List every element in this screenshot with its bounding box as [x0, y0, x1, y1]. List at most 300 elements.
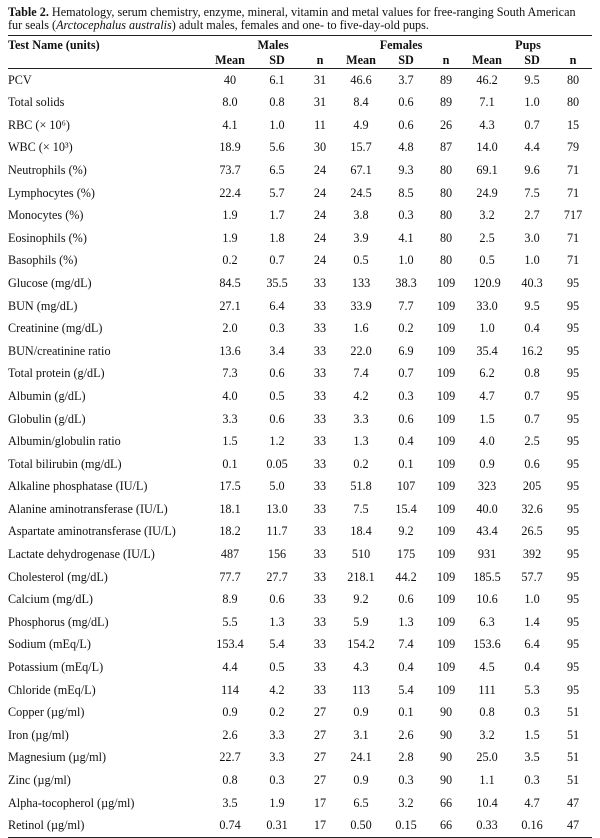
pups-mean-cell: 10.6 — [476, 592, 498, 607]
table-row — [8, 363, 592, 386]
pups-mean-cell: 1.5 — [479, 411, 495, 426]
test-name-cell: RBC (× 10⁶) — [8, 117, 70, 132]
pups-n-cell: 51 — [566, 773, 580, 788]
pups-sd-cell: 6.4 — [524, 637, 540, 652]
females-n-cell: 109 — [436, 682, 456, 697]
females-n-cell: 109 — [436, 388, 456, 403]
caption-text-before: Hematology, serum chemistry, enzyme, mineral, vitamin and metal values for free-ranging South American fur seals ( — [8, 5, 576, 33]
females-sd-cell: 15.4 — [395, 501, 417, 516]
table-row — [8, 408, 592, 431]
males-sd-cell: 1.7 — [269, 208, 285, 223]
females-n-cell: 109 — [436, 479, 456, 494]
table-row — [8, 250, 592, 273]
males-mean-cell: 17.5 — [219, 479, 241, 494]
females-mean-cell: 0.2 — [353, 456, 369, 471]
pups-sd-cell: 0.4 — [524, 321, 540, 336]
table-row — [8, 769, 592, 792]
pups-mean-cell: 1.1 — [479, 773, 495, 788]
pups-n-cell: 95 — [566, 637, 580, 652]
test-name-cell: Aspartate aminotransferase (IU/L) — [8, 524, 176, 539]
pups-mean-cell: 111 — [478, 682, 496, 697]
males-n-cell: 33 — [313, 524, 327, 539]
females-mean-cell: 4.2 — [353, 388, 369, 403]
pups-n-cell: 71 — [566, 253, 580, 268]
table-row — [8, 792, 592, 815]
pups-mean-cell: 14.0 — [476, 140, 498, 155]
pups-sd-cell: 0.7 — [524, 388, 540, 403]
males-mean-cell: 2.6 — [222, 727, 238, 742]
males-n-cell: 33 — [313, 682, 327, 697]
test-name-cell: Lactate dehydrogenase (IU/L) — [8, 547, 155, 562]
males-sd-cell: 0.7 — [269, 253, 285, 268]
pups-n-cell: 717 — [563, 208, 583, 223]
females-n-cell: 109 — [436, 321, 456, 336]
pups-sd-cell: 2.5 — [524, 434, 540, 449]
pups-sd-cell: 16.2 — [521, 343, 543, 358]
pups-n-cell: 95 — [566, 456, 580, 471]
table-row — [8, 317, 592, 340]
males-sd-cell: 13.0 — [266, 501, 288, 516]
females-sd-cell: 0.3 — [398, 388, 414, 403]
table-row — [8, 634, 592, 657]
males-header: Males — [208, 35, 338, 53]
males-sd-cell: 0.05 — [266, 456, 288, 471]
males-sd-cell: 0.6 — [269, 592, 285, 607]
males-n-header: n — [302, 53, 338, 69]
pups-mean-cell: 0.5 — [479, 253, 495, 268]
males-mean-cell: 84.5 — [219, 275, 241, 290]
pups-mean-cell: 33.0 — [476, 298, 498, 313]
pups-header: Pups — [464, 35, 592, 53]
males-mean-cell: 4.0 — [222, 388, 238, 403]
pups-sd-cell: 1.0 — [524, 592, 540, 607]
table-row — [8, 114, 592, 137]
pups-sd-cell: 3.5 — [524, 750, 540, 765]
females-n-cell: 66 — [428, 814, 464, 837]
table-row — [8, 137, 592, 160]
males-n-cell: 27 — [313, 750, 327, 765]
females-sd-cell: 0.2 — [398, 321, 414, 336]
females-sd-cell: 38.3 — [395, 275, 417, 290]
pups-sd-cell: 0.16 — [510, 814, 554, 837]
males-sd-cell: 0.8 — [269, 95, 285, 110]
males-mean-cell: 40 — [223, 72, 237, 87]
females-mean-cell: 4.3 — [353, 660, 369, 675]
females-sd-cell: 2.8 — [398, 750, 414, 765]
males-mean-cell: 487 — [220, 547, 240, 562]
pups-sd-cell: 9.6 — [524, 162, 540, 177]
pups-n-cell: 95 — [566, 366, 580, 381]
pups-mean-cell: 46.2 — [476, 72, 498, 87]
females-mean-cell: 51.8 — [350, 479, 372, 494]
males-n-cell: 24 — [313, 230, 327, 245]
males-sd-cell: 5.4 — [269, 637, 285, 652]
females-sd-cell: 6.9 — [398, 343, 414, 358]
males-mean-cell: 2.0 — [222, 321, 238, 336]
pups-mean-cell: 69.1 — [476, 162, 498, 177]
males-mean-cell: 8.0 — [222, 95, 238, 110]
females-mean-cell: 3.1 — [353, 727, 369, 742]
table-row — [8, 747, 592, 770]
females-mean-cell: 24.5 — [350, 185, 372, 200]
females-sd-cell: 5.4 — [398, 682, 414, 697]
females-mean-cell: 9.2 — [353, 592, 369, 607]
females-sd-cell: 0.7 — [398, 366, 414, 381]
table-row — [8, 295, 592, 318]
pups-n-cell: 80 — [566, 72, 580, 87]
pups-n-cell: 95 — [566, 524, 580, 539]
test-name-cell: Iron (µg/ml) — [8, 727, 69, 742]
females-mean-cell: 133 — [351, 275, 371, 290]
table-row — [8, 656, 592, 679]
pups-n-cell: 95 — [566, 298, 580, 313]
pups-sd-cell: 0.3 — [524, 773, 540, 788]
test-name-cell: Potassium (mEq/L) — [8, 660, 104, 675]
pups-sd-cell: 26.5 — [521, 524, 543, 539]
males-mean-cell: 0.74 — [208, 814, 252, 837]
pups-n-cell: 95 — [566, 411, 580, 426]
females-mean-cell: 3.9 — [353, 230, 369, 245]
males-n-cell: 24 — [313, 162, 327, 177]
males-sd-cell: 6.4 — [269, 298, 285, 313]
group-header-row — [8, 35, 592, 53]
males-n-cell: 33 — [313, 660, 327, 675]
males-n-cell: 33 — [313, 547, 327, 562]
males-n-cell: 33 — [313, 275, 327, 290]
test-name-cell: Albumin (g/dL) — [8, 388, 86, 403]
females-sd-cell: 3.7 — [398, 72, 414, 87]
females-sd-cell: 175 — [396, 547, 416, 562]
males-mean-cell: 3.3 — [222, 411, 238, 426]
females-mean-cell: 510 — [351, 547, 371, 562]
table-row — [8, 701, 592, 724]
females-sd-cell: 0.15 — [384, 814, 428, 837]
pups-sd-cell: 1.0 — [524, 253, 540, 268]
pups-sd-cell: 4.7 — [524, 795, 540, 810]
males-sd-cell: 6.5 — [269, 162, 285, 177]
test-name-cell: Zinc (µg/ml) — [8, 773, 71, 788]
females-n-cell: 89 — [439, 72, 453, 87]
table-row — [8, 385, 592, 408]
females-n-cell: 109 — [436, 524, 456, 539]
test-name-cell: Sodium (mEq/L) — [8, 637, 91, 652]
pups-sd-cell: 1.5 — [524, 727, 540, 742]
test-name-cell: WBC (× 10³) — [8, 140, 73, 155]
females-mean-cell: 218.1 — [347, 569, 375, 584]
pups-n-cell: 71 — [566, 230, 580, 245]
pups-n-cell: 95 — [566, 569, 580, 584]
females-mean-cell: 7.5 — [353, 501, 369, 516]
table-body — [8, 68, 592, 837]
pups-sd-cell: 40.3 — [521, 275, 543, 290]
test-name-cell: Copper (µg/ml) — [8, 705, 85, 720]
females-mean-cell: 0.9 — [353, 773, 369, 788]
females-n-cell: 80 — [439, 230, 453, 245]
data-table — [8, 35, 592, 838]
pups-mean-cell: 24.9 — [476, 185, 498, 200]
females-sd-cell: 0.6 — [398, 592, 414, 607]
pups-sd-cell: 1.0 — [524, 95, 540, 110]
males-n-cell: 33 — [313, 479, 327, 494]
males-n-cell: 33 — [313, 366, 327, 381]
males-sd-cell: 0.5 — [269, 660, 285, 675]
females-sd-cell: 0.6 — [398, 411, 414, 426]
males-mean-cell: 4.4 — [222, 660, 238, 675]
females-n-cell: 109 — [436, 411, 456, 426]
males-n-cell: 27 — [313, 773, 327, 788]
males-n-cell: 17 — [313, 795, 327, 810]
males-n-cell: 33 — [313, 343, 327, 358]
pups-mean-cell: 10.4 — [476, 795, 498, 810]
table-row — [8, 611, 592, 634]
females-sd-cell: 4.8 — [398, 140, 414, 155]
pups-sd-cell: 5.3 — [524, 682, 540, 697]
pups-n-cell: 95 — [566, 682, 580, 697]
males-mean-cell: 4.1 — [222, 117, 238, 132]
females-sd-cell: 1.0 — [398, 253, 414, 268]
test-name-cell: Cholesterol (mg/dL) — [8, 569, 108, 584]
males-sd-cell: 27.7 — [266, 569, 288, 584]
males-mean-cell: 0.8 — [222, 773, 238, 788]
females-n-cell: 109 — [436, 614, 456, 629]
pups-n-cell: 47 — [554, 814, 592, 837]
females-sd-cell: 0.4 — [398, 434, 414, 449]
males-mean-cell: 0.1 — [222, 456, 238, 471]
males-n-cell: 33 — [313, 298, 327, 313]
males-n-cell: 27 — [313, 705, 327, 720]
males-mean-cell: 18.1 — [219, 501, 241, 516]
test-name-cell: PCV — [8, 72, 32, 87]
test-name-cell: Total bilirubin (mg/dL) — [8, 456, 122, 471]
pups-mean-cell: 7.1 — [479, 95, 495, 110]
pups-n-cell: 51 — [566, 750, 580, 765]
males-sd-cell: 5.7 — [269, 185, 285, 200]
pups-sd-cell: 2.7 — [524, 208, 540, 223]
males-n-cell: 31 — [313, 72, 327, 87]
pups-mean-cell: 1.0 — [479, 321, 495, 336]
females-sd-cell: 4.1 — [398, 230, 414, 245]
test-name-cell: Total protein (g/dL) — [8, 366, 105, 381]
females-n-cell: 109 — [436, 298, 456, 313]
females-mean-cell: 1.3 — [353, 434, 369, 449]
test-name-cell: BUN/creatinine ratio — [8, 343, 111, 358]
males-sd-cell: 35.5 — [266, 275, 288, 290]
pups-sd-cell: 32.6 — [521, 501, 543, 516]
test-name-cell: Monocytes (%) — [8, 208, 84, 223]
males-sd-cell: 0.3 — [269, 773, 285, 788]
males-n-cell: 31 — [313, 95, 327, 110]
table-row — [8, 272, 592, 295]
table-row — [8, 91, 592, 114]
males-sd-cell: 0.3 — [269, 321, 285, 336]
pups-mean-cell: 0.33 — [464, 814, 510, 837]
males-n-cell: 24 — [313, 208, 327, 223]
males-mean-header: Mean — [208, 53, 252, 69]
pups-mean-cell: 3.2 — [479, 727, 495, 742]
pups-n-cell: 95 — [566, 343, 580, 358]
pups-sd-cell: 4.4 — [524, 140, 540, 155]
pups-mean-cell: 35.4 — [476, 343, 498, 358]
males-sd-cell: 4.2 — [269, 682, 285, 697]
females-sd-cell: 0.6 — [398, 117, 414, 132]
males-n-cell: 33 — [313, 321, 327, 336]
males-mean-cell: 27.1 — [219, 298, 241, 313]
table-row — [8, 182, 592, 205]
females-sd-cell: 0.6 — [398, 95, 414, 110]
females-n-cell: 90 — [439, 773, 453, 788]
females-n-cell: 109 — [436, 434, 456, 449]
pups-n-cell: 47 — [566, 795, 580, 810]
males-sd-cell: 0.5 — [269, 388, 285, 403]
males-mean-cell: 1.9 — [222, 230, 238, 245]
table-row — [8, 68, 592, 91]
pups-mean-cell: 4.0 — [479, 434, 495, 449]
table-row — [8, 724, 592, 747]
pups-sd-cell: 0.7 — [524, 411, 540, 426]
test-name-header: Test Name (units) — [8, 35, 208, 53]
pups-n-cell: 95 — [566, 434, 580, 449]
test-name-cell: Chloride (mEq/L) — [8, 682, 96, 697]
pups-mean-cell: 4.3 — [479, 117, 495, 132]
females-mean-cell: 0.50 — [338, 814, 384, 837]
females-sd-header: SD — [384, 53, 428, 69]
females-n-cell: 80 — [439, 253, 453, 268]
males-mean-cell: 1.9 — [222, 208, 238, 223]
females-sd-cell: 3.2 — [398, 795, 414, 810]
females-mean-cell: 0.5 — [353, 253, 369, 268]
males-sd-header: SD — [252, 53, 302, 69]
pups-mean-cell: 4.7 — [479, 388, 495, 403]
females-sd-cell: 0.1 — [398, 456, 414, 471]
test-name-cell: Retinol (µg/ml) — [8, 814, 208, 837]
females-n-cell: 109 — [436, 660, 456, 675]
pups-mean-cell: 0.9 — [479, 456, 495, 471]
females-mean-cell: 3.3 — [353, 411, 369, 426]
males-n-cell: 33 — [313, 434, 327, 449]
females-sd-cell: 44.2 — [395, 569, 417, 584]
females-sd-cell: 9.2 — [398, 524, 414, 539]
pups-n-cell: 95 — [566, 614, 580, 629]
males-sd-cell: 1.8 — [269, 230, 285, 245]
females-n-cell: 80 — [439, 208, 453, 223]
females-sd-cell: 0.3 — [398, 208, 414, 223]
pups-sd-cell: 0.6 — [524, 456, 540, 471]
females-mean-cell: 113 — [352, 682, 370, 697]
males-sd-cell: 0.6 — [269, 366, 285, 381]
males-mean-cell: 153.4 — [216, 637, 244, 652]
males-mean-cell: 0.2 — [222, 253, 238, 268]
females-mean-cell: 7.4 — [353, 366, 369, 381]
table-row — [8, 476, 592, 499]
pups-sd-cell: 0.7 — [524, 117, 540, 132]
table-row — [8, 498, 592, 521]
table-row — [8, 430, 592, 453]
males-mean-cell: 18.2 — [219, 524, 241, 539]
pups-n-cell: 95 — [566, 547, 580, 562]
pups-mean-cell: 323 — [477, 479, 497, 494]
test-name-cell: Alkaline phosphatase (IU/L) — [8, 479, 148, 494]
test-name-cell: Magnesium (µg/ml) — [8, 750, 107, 765]
test-name-cell: Creatinine (mg/dL) — [8, 321, 103, 336]
pups-mean-cell: 185.5 — [473, 569, 501, 584]
table-row — [8, 588, 592, 611]
females-n-cell: 87 — [439, 140, 453, 155]
males-mean-cell: 3.5 — [222, 795, 238, 810]
females-sd-cell: 9.3 — [398, 162, 414, 177]
pups-n-cell: 95 — [566, 501, 580, 516]
females-mean-cell: 8.4 — [353, 95, 369, 110]
pups-sd-cell: 0.3 — [524, 705, 540, 720]
pups-sd-cell: 7.5 — [524, 185, 540, 200]
males-n-cell: 33 — [313, 411, 327, 426]
females-mean-cell: 1.6 — [353, 321, 369, 336]
males-sd-cell: 1.2 — [269, 434, 285, 449]
females-n-cell: 109 — [436, 275, 456, 290]
males-mean-cell: 22.7 — [219, 750, 241, 765]
pups-mean-cell: 931 — [477, 547, 497, 562]
pups-n-cell: 51 — [566, 727, 580, 742]
pups-sd-cell: 205 — [522, 479, 542, 494]
females-mean-cell: 3.8 — [353, 208, 369, 223]
females-header: Females — [338, 35, 464, 53]
males-sd-cell: 5.6 — [269, 140, 285, 155]
table-row — [8, 453, 592, 476]
males-sd-cell: 0.31 — [252, 814, 302, 837]
males-mean-cell: 7.3 — [222, 366, 238, 381]
males-n-cell: 17 — [302, 814, 338, 837]
test-name-cell: BUN (mg/dL) — [8, 298, 78, 313]
males-sd-cell: 1.0 — [269, 117, 285, 132]
table-row — [8, 566, 592, 589]
pups-n-cell: 80 — [566, 95, 580, 110]
test-name-cell: Glucose (mg/dL) — [8, 275, 92, 290]
test-name-cell: Alanine aminotransferase (IU/L) — [8, 501, 168, 516]
males-n-cell: 33 — [313, 637, 327, 652]
pups-sd-cell: 392 — [522, 547, 542, 562]
test-name-cell: Globulin (g/dL) — [8, 411, 86, 426]
subheader-row — [8, 53, 592, 69]
table-label: Table 2. — [8, 5, 49, 19]
females-mean-cell: 33.9 — [350, 298, 372, 313]
males-sd-cell: 3.4 — [269, 343, 285, 358]
species-name: Arctocephalus australis — [56, 18, 172, 33]
test-name-cell: Alpha-tocopherol (µg/ml) — [8, 795, 135, 810]
pups-sd-cell: 9.5 — [524, 298, 540, 313]
females-n-cell: 90 — [439, 750, 453, 765]
females-sd-cell: 107 — [396, 479, 416, 494]
pups-mean-cell: 25.0 — [476, 750, 498, 765]
males-mean-cell: 18.9 — [219, 140, 241, 155]
table-row — [8, 159, 592, 182]
pups-mean-cell: 2.5 — [479, 230, 495, 245]
males-sd-cell: 3.3 — [269, 727, 285, 742]
pups-n-cell: 95 — [566, 479, 580, 494]
females-n-cell: 80 — [439, 185, 453, 200]
pups-sd-cell: 1.4 — [524, 614, 540, 629]
females-mean-cell: 22.0 — [350, 343, 372, 358]
pups-n-cell: 51 — [566, 705, 580, 720]
table-row — [8, 227, 592, 250]
pups-n-cell: 71 — [566, 185, 580, 200]
pups-n-cell: 71 — [566, 162, 580, 177]
females-mean-cell: 24.1 — [350, 750, 372, 765]
subheader-blank — [8, 53, 208, 69]
males-n-cell: 33 — [313, 592, 327, 607]
pups-mean-cell: 6.3 — [479, 614, 495, 629]
females-n-cell: 109 — [436, 366, 456, 381]
pups-mean-cell: 6.2 — [479, 366, 495, 381]
test-name-cell: Total solids — [8, 95, 65, 110]
